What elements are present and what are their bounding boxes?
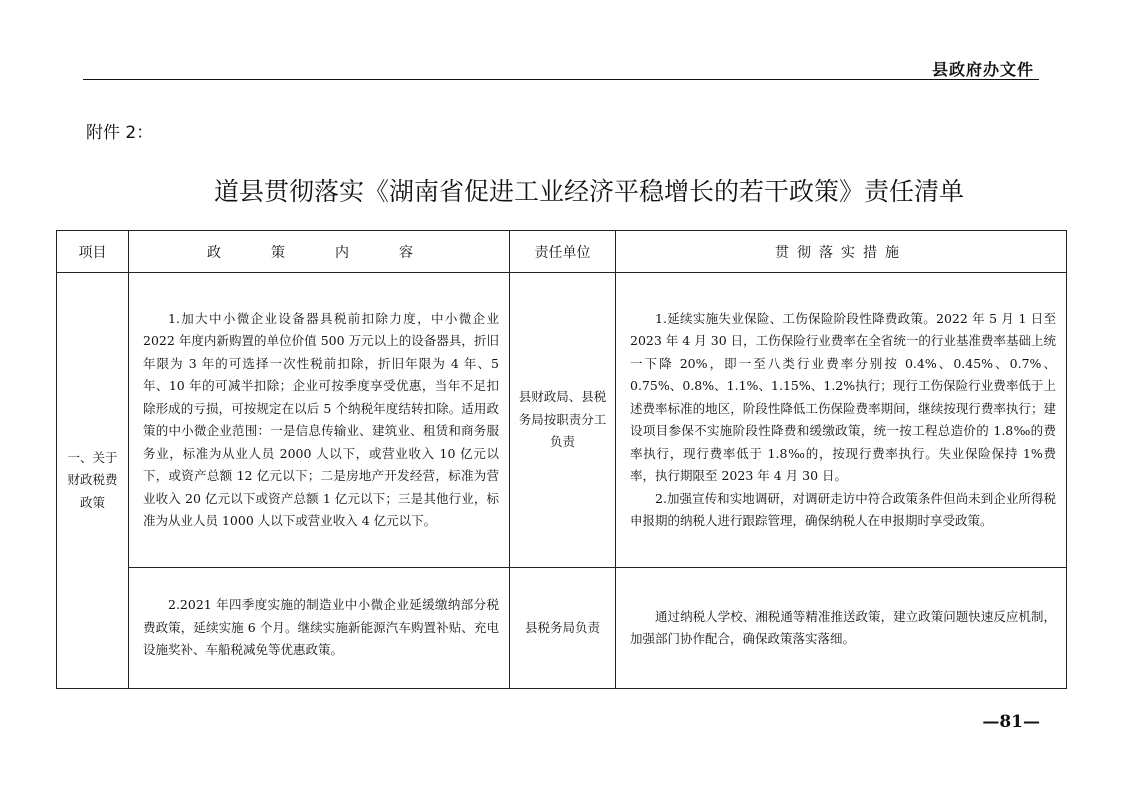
responsible-unit-cell: 县税务局负责 <box>510 568 616 689</box>
attachment-label: 附件 2： <box>86 123 154 143</box>
column-header-unit: 责任单位 <box>510 231 616 273</box>
page-number: —81— <box>982 712 1040 732</box>
policy-content-text: 2.2021 年四季度实施的制造业中小微企业延缓缴纳部分税费政策，延续实施 6 个月。继续实施新能源汽车购置补贴、充电设施奖补、车船税减免等优惠政策。 <box>143 597 499 658</box>
measure-text: 1.延续实施失业保险、工伤保险阶段性降费政策。2022 年 5 月 1 日至 2023 年 4 月 30 日，工伤保险行业费率在全省统一的行业基准费率基础上统一下降 20%，即一至八类行业费率分别按 0.4%、0.45%、0.7%、0.75%、0.8%、1.1%、1.15%、1.2%执行；现行工伤保险行业费率低于上述费率标准的地区，阶段性降低工伤保险费率期间，继续按现行费率执行；建设项目参保不实施阶段性降费和缓缴政策，统一按工程总造价的 1.8‰的费率执行，现行费率低于 1.8‰的，按现行费率执行。失业保险保持 1%费率，执行期限至 2023 年 4 月 30 日。 <box>630 310 1056 483</box>
column-header-measures: 贯彻落实措施 <box>616 231 1067 273</box>
policy-content-text: 1.加大中小微企业设备器具税前扣除力度，中小微企业 2022 年度内新购置的单位价值 500 万元以上的设备器具，折旧年限为 3 年的可选择一次性税前扣除，折旧年限为 4 年、5 年、10 年的可减半扣除；企业可按季度享受优惠，当年不足扣除形成的亏损，可按规定在以后 5 个纳税年度结转扣除。适用政策的中小微企业范围：一是信息传输业、建筑业、租赁和商务服务业，标准为从业人员 2000 人以下，或营业收入 10 亿元以下，或资产总额 12 亿元以下；二是房地产开发经营，标准为营业收入 20 亿元以下或资产总额 1 亿元以下；三是其他行业，标准为从业人员 1000 人以下或营业收入 4 亿元以下。 <box>143 310 499 528</box>
policy-content-cell <box>129 568 510 689</box>
measure-text: 通过纳税人学校、湘税通等精准推送政策，建立政策问题快速反应机制，加强部门协作配合，确保政策落实落细。 <box>630 608 1056 646</box>
policy-content-cell <box>129 273 510 568</box>
responsible-unit-cell: 县财政局、县税务局按职责分工负责 <box>510 273 616 568</box>
measures-cell <box>616 568 1067 689</box>
measure-text: 2.加强宣传和实地调研，对调研走访中符合政策条件但尚未到企业所得税申报期的纳税人进行跟踪管理，确保纳税人在申报期时享受政策。 <box>630 490 1056 528</box>
column-header-content: 政 策 内 容 <box>129 231 510 273</box>
table-row <box>57 568 1067 689</box>
header-rule <box>83 79 1039 80</box>
responsibility-table <box>56 230 1067 689</box>
table-header-row <box>57 231 1067 273</box>
measures-cell <box>616 273 1067 568</box>
project-cell: 一、关于财政税费政策 <box>57 273 129 689</box>
document-title: 道县贯彻落实《湖南省促进工业经济平稳增长的若干政策》责任清单 <box>213 177 964 206</box>
table-row <box>57 273 1067 568</box>
column-header-project: 项目 <box>57 231 129 273</box>
header-label: 县政府办文件 <box>931 60 1034 79</box>
